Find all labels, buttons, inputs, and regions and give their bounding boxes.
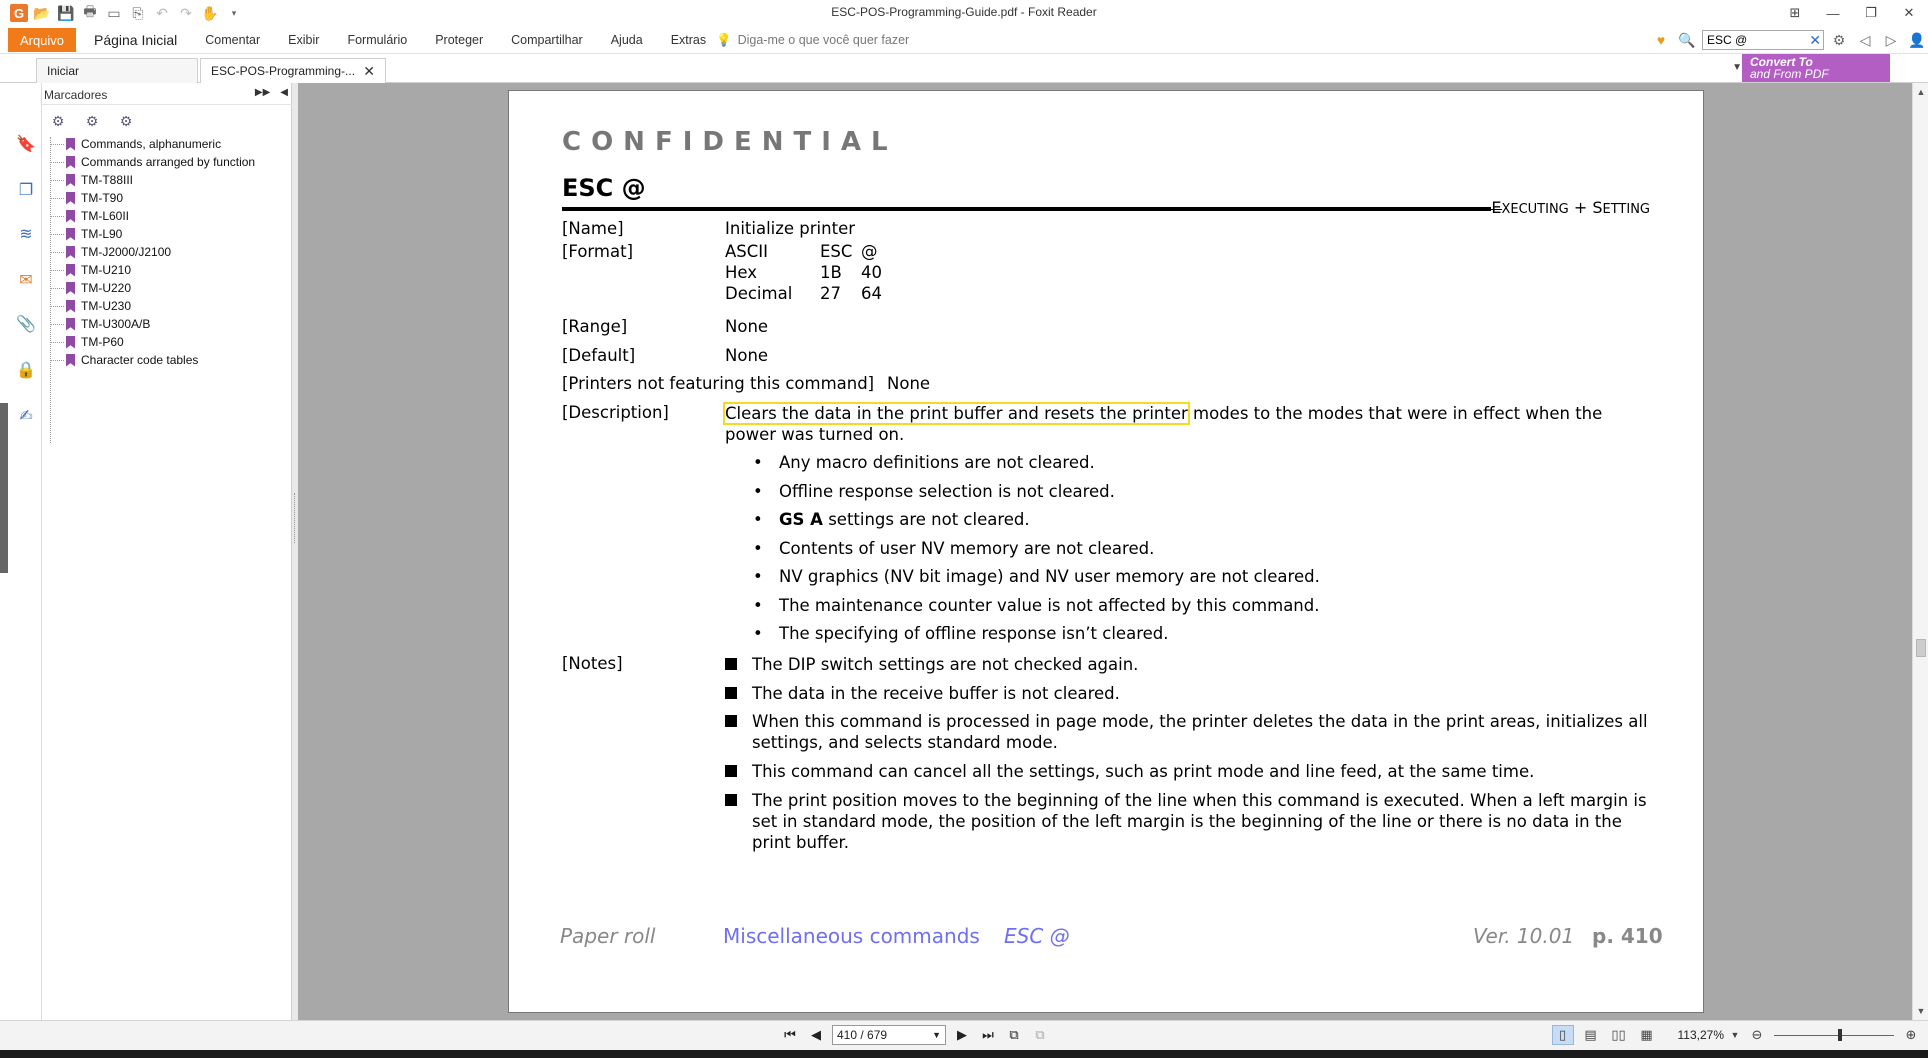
bookmark-item[interactable]: TM-T90: [50, 189, 255, 207]
previous-view-icon[interactable]: ⧉: [1009, 1027, 1019, 1042]
zoom-slider[interactable]: [1774, 1025, 1894, 1045]
tab-view[interactable]: Exibir: [288, 33, 320, 47]
zoom-level[interactable]: 113,27%: [1677, 1028, 1724, 1042]
continuous-view-icon[interactable]: ▤: [1584, 1027, 1597, 1042]
page-navigation: [780, 1025, 1050, 1045]
restore-button[interactable]: ❐: [1865, 5, 1877, 20]
zoom-out-icon[interactable]: ⊖: [1751, 1027, 1763, 1042]
next-result-icon[interactable]: ▷: [1885, 31, 1897, 48]
next-page-icon[interactable]: ▶: [957, 1027, 967, 1042]
bookmark-icon: [66, 210, 75, 223]
bookmark-icon: [66, 354, 75, 367]
search-highlight[interactable]: Clears the data in the print buffer and resets the printer: [725, 404, 1188, 423]
close-tab-icon[interactable]: ✕: [363, 62, 375, 79]
tab-share[interactable]: Compartilhar: [511, 33, 583, 47]
description-bullet: • NV graphics (NV bit image) and NV user memory are not cleared.: [753, 567, 1320, 586]
edge-shadow: [0, 403, 8, 573]
expand-bookmark-icon[interactable]: ⚙: [85, 112, 99, 129]
bookmark-item[interactable]: TM-L90: [50, 225, 255, 243]
window-controls: [1776, 0, 1928, 26]
tell-me-placeholder: Diga-me o que você quer fazer: [737, 33, 910, 47]
status-bar: [0, 1020, 1928, 1050]
bookmark-icon: [66, 246, 75, 259]
new-window-icon[interactable]: ▭: [107, 4, 121, 21]
zoom-track: [1774, 1035, 1894, 1036]
continuous-facing-view-icon[interactable]: ▦: [1640, 1027, 1653, 1042]
previous-result-icon[interactable]: ◁: [1859, 31, 1871, 48]
scroll-up-icon[interactable]: ▲: [1916, 87, 1926, 97]
attachments-panel-icon[interactable]: 📎: [16, 316, 36, 333]
description-bullet: • Offline response selection is not cleared.: [753, 482, 1115, 501]
ribbon-right-tools: [1650, 28, 1928, 52]
bookmark-item[interactable]: TM-U210: [50, 261, 255, 279]
bookmark-panel: [42, 83, 292, 1020]
format-value: @: [861, 242, 878, 261]
tab-start-label: Iniciar: [47, 64, 80, 78]
tab-home[interactable]: Página Inicial: [94, 32, 178, 48]
tab-form[interactable]: Formulário: [347, 33, 408, 47]
ribbon: [0, 26, 1928, 54]
page-indicator: 410 / 679: [837, 1028, 888, 1042]
description-bullet: • Contents of user NV memory are not cleared.: [753, 539, 1155, 558]
convert-banner-line2: and From PDF: [1750, 67, 1829, 81]
zoom-knob[interactable]: [1838, 1029, 1842, 1041]
tab-protect[interactable]: Proteger: [435, 33, 484, 47]
view-controls: [1552, 1025, 1922, 1045]
bookmark-item[interactable]: Commands, alphanumeric: [50, 135, 255, 153]
bookmark-item[interactable]: TM-U230: [50, 297, 255, 315]
tab-document[interactable]: [200, 58, 386, 83]
bookmark-options-icon[interactable]: ⚙: [51, 112, 65, 129]
square-bullet-icon: [725, 711, 752, 753]
format-type: ASCII: [725, 242, 769, 261]
signature-panel-icon[interactable]: ✍: [19, 408, 33, 425]
title-bar: [0, 0, 1928, 26]
pages-panel-icon[interactable]: ❐: [18, 182, 34, 199]
convert-pdf-banner[interactable]: [1742, 54, 1890, 82]
bookmark-icon: [66, 264, 75, 277]
tab-start[interactable]: [36, 58, 198, 83]
bookmark-item[interactable]: TM-U220: [50, 279, 255, 297]
last-page-icon[interactable]: ⏭: [982, 1027, 994, 1042]
navigation-pane-toolbar: [8, 83, 42, 1020]
tell-me-box[interactable]: [716, 30, 909, 50]
next-view-icon[interactable]: ⧉: [1035, 1027, 1045, 1042]
left-edge: [0, 83, 8, 1020]
default-value: None: [725, 346, 769, 365]
gear-icon[interactable]: ⚙: [1832, 31, 1846, 48]
customize-dropdown-icon[interactable]: ▾: [231, 7, 237, 18]
tabs-dropdown-icon[interactable]: ▼: [1732, 62, 1742, 73]
bookmark-icon: [66, 156, 75, 169]
square-bullet-icon: [725, 654, 752, 675]
splitter-grip: [294, 493, 296, 543]
bookmark-panel-header: [42, 83, 292, 105]
vertical-scrollbar[interactable]: [1912, 83, 1928, 1020]
app-logo-icon[interactable]: G: [10, 4, 28, 22]
bookmark-panel-buttons: [255, 87, 288, 98]
user-icon[interactable]: 👤: [1908, 31, 1926, 48]
note-item: When this command is processed in page mode, the printer deletes the data in the print areas, initializes all settings, and selects standard mode.: [725, 711, 1655, 753]
pdf-page: [508, 90, 1704, 1013]
facing-view-icon[interactable]: ▯▯: [1611, 1027, 1626, 1042]
format-value: 27: [820, 284, 841, 303]
open-folder-icon[interactable]: 📂: [33, 4, 51, 21]
page-number-input[interactable]: [832, 1025, 946, 1045]
printers-value: None: [887, 374, 931, 393]
footer-category-link[interactable]: Miscellaneous commands: [723, 924, 980, 948]
description-bullet: • The specifying of offline response isn’t cleared.: [753, 624, 1169, 643]
note-item: The print position moves to the beginning of the line when this command is executed. When a left margin is set in standard mode, the position of the left margin is the beginning of the line or there is no data in the print buffer.: [725, 790, 1655, 853]
single-page-view-icon[interactable]: ▯: [1552, 1025, 1574, 1045]
chevron-down-icon[interactable]: ▼: [932, 1030, 941, 1040]
tab-help[interactable]: Ajuda: [610, 33, 643, 47]
footer-page-number: p. 410: [1592, 924, 1663, 948]
title-rule: [562, 207, 1491, 211]
square-bullet-icon: [725, 761, 752, 782]
clear-search-icon[interactable]: ✕: [1809, 32, 1821, 48]
default-label: [Default]: [562, 346, 636, 365]
collapse-bookmark-icon[interactable]: ⚙: [119, 112, 133, 129]
bookmark-icon: [66, 300, 75, 313]
bookmark-item[interactable]: Commands arranged by function: [50, 153, 255, 171]
bookmark-icon: [66, 228, 75, 241]
lightbulb-icon: 💡: [716, 32, 732, 47]
security-panel-icon[interactable]: 🔒: [16, 362, 36, 379]
bookmark-icon: [66, 138, 75, 151]
bookmarks-panel-icon[interactable]: 🔖: [16, 136, 36, 153]
print-icon[interactable]: 🖶: [83, 3, 97, 19]
bookmark-icon: [66, 174, 75, 187]
scroll-thumb[interactable]: [1916, 639, 1926, 657]
name-label: [Name]: [562, 219, 624, 238]
close-button[interactable]: ✕: [1903, 5, 1915, 20]
tab-document-label: ESC-POS-Programming-...: [211, 64, 356, 78]
bookmark-icon: [66, 192, 75, 205]
bookmark-item[interactable]: TM-J2000/J2100: [50, 243, 255, 261]
find-folder-icon[interactable]: 🔍: [1678, 31, 1696, 48]
description-bullet: • The maintenance counter value is not affected by this command.: [753, 596, 1320, 615]
taskbar: [0, 1050, 1928, 1058]
import-icon[interactable]: ⎘: [132, 4, 144, 21]
format-value: ESC: [820, 242, 853, 261]
bookmark-item[interactable]: TM-L60II: [50, 207, 255, 225]
scroll-down-icon[interactable]: ▼: [1916, 1006, 1926, 1016]
minimize-button[interactable]: —: [1826, 5, 1840, 21]
name-value: Initialize printer: [725, 219, 856, 238]
find-box[interactable]: [1702, 30, 1824, 50]
heart-icon[interactable]: ♥: [1656, 32, 1666, 48]
bookmark-icon: [66, 318, 75, 331]
redo-icon[interactable]: ↷: [180, 4, 192, 21]
undo-icon[interactable]: ↶: [156, 4, 168, 21]
description-bullet: • GS A settings are not cleared.: [753, 510, 1030, 529]
bookmark-tools: [48, 111, 136, 131]
first-page-icon[interactable]: ⏮: [784, 1027, 796, 1042]
layers-panel-icon[interactable]: ≋: [19, 226, 33, 243]
format-type: Decimal: [725, 284, 793, 303]
expand-panel-icon[interactable]: ▶▶: [254, 87, 271, 98]
comments-panel-icon[interactable]: ✉: [19, 272, 33, 289]
note-item: The data in the receive buffer is not cleared.: [725, 683, 1655, 704]
square-bullet-icon: [725, 683, 752, 704]
file-tab[interactable]: Arquivo: [8, 28, 76, 52]
format-value: 40: [861, 263, 882, 282]
hand-tool-icon[interactable]: ✋: [201, 4, 219, 21]
bookmark-icon: [66, 336, 75, 349]
bookmark-item[interactable]: TM-P60: [50, 333, 255, 351]
description-bullet: • Any macro definitions are not cleared.: [753, 453, 1095, 472]
note-item: The DIP switch settings are not checked again.: [725, 654, 1655, 675]
bookmark-item[interactable]: Character code tables: [50, 351, 255, 369]
zoom-in-icon[interactable]: ⊕: [1905, 1027, 1917, 1042]
format-label: [Format]: [562, 242, 634, 261]
description-label: [Description]: [562, 403, 669, 422]
printers-label: [Printers not featuring this command]: [562, 374, 875, 393]
note-item: This command can cancel all the settings, such as print mode and line feed, at the same time.: [725, 761, 1655, 782]
tab-extras[interactable]: Extras: [670, 33, 707, 47]
bookmark-item[interactable]: TM-U300A/B: [50, 315, 255, 333]
command-title: ESC @: [562, 174, 646, 202]
notes-label: [Notes]: [562, 654, 623, 673]
zoom-dropdown-icon[interactable]: ▼: [1730, 1030, 1740, 1040]
window-title: ESC-POS-Programming-Guide.pdf - Foxit Reader: [831, 5, 1097, 19]
footer-paper-roll: Paper roll: [560, 924, 656, 948]
footer-version: Ver. 10.01: [1473, 924, 1575, 948]
ribbon-menu: [80, 26, 720, 54]
save-icon[interactable]: 💾: [57, 4, 75, 21]
description-text[interactable]: Clears the data in the print buffer and resets the printer modes to the modes that were in effect when the power was turned on.: [725, 404, 1603, 444]
section-label: EXECUTING + SETTING: [1491, 198, 1650, 217]
layout-icon[interactable]: ⊞: [1789, 5, 1801, 20]
previous-page-icon[interactable]: ◀: [811, 1027, 821, 1042]
format-type: Hex: [725, 263, 758, 282]
format-value: 1B: [820, 263, 842, 282]
square-bullet-icon: [725, 790, 752, 853]
document-view[interactable]: [298, 83, 1912, 1020]
bookmark-item[interactable]: TM-T88III: [50, 171, 255, 189]
document-tab-bar: [0, 54, 1928, 83]
convert-banner-line1: Convert To: [1750, 55, 1813, 69]
confidential-header: CONFIDENTIAL: [562, 127, 898, 157]
collapse-panel-icon[interactable]: ◀: [280, 87, 288, 98]
range-label: [Range]: [562, 317, 628, 336]
bookmark-list: [50, 135, 255, 369]
search-input[interactable]: [1703, 31, 1823, 49]
footer-command-link[interactable]: ESC @: [1004, 924, 1070, 948]
range-value: None: [725, 317, 769, 336]
format-value: 64: [861, 284, 882, 303]
bookmark-panel-title: Marcadores: [44, 88, 108, 102]
tab-comment[interactable]: Comentar: [205, 33, 261, 47]
bookmark-icon: [66, 282, 75, 295]
